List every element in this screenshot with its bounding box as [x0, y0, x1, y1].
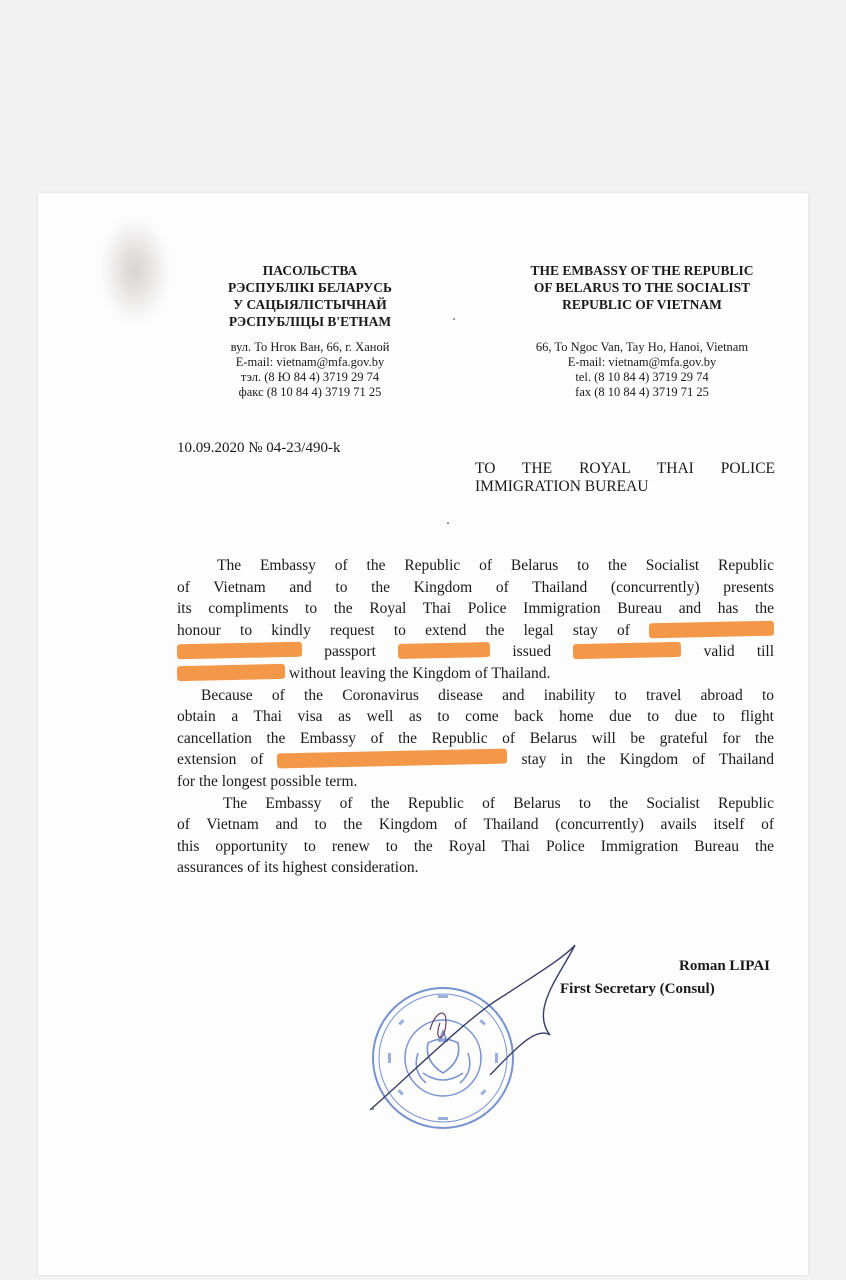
- header-by-line: ПАСОЛЬСТВА: [262, 263, 358, 278]
- redaction-mark: [573, 642, 681, 659]
- signature-block: [560, 955, 770, 1001]
- address-en-line: fax (8 10 84 4) 3719 71 25: [575, 385, 709, 399]
- address-by-line: E-mail: vietnam@mfa.gov.by: [235, 355, 385, 369]
- body-line: of Vietnam and to the Kingdom of Thailand (concurrently) presents: [177, 578, 774, 596]
- address-english: [497, 340, 787, 400]
- body-line: [177, 641, 774, 663]
- paragraph-closing: [177, 793, 774, 815]
- header-en-line: THE EMBASSY OF THE REPUBLIC: [530, 263, 754, 278]
- signature-scribble: [350, 935, 580, 1125]
- redaction-mark: [398, 642, 490, 659]
- body-line: this opportunity to renew to the Royal Thai Police Immigration Bureau the: [177, 837, 774, 855]
- body-line: [177, 663, 774, 685]
- address-en-line: 66, To Ngoc Van, Tay Ho, Hanoi, Vietnam: [535, 340, 749, 354]
- address-en-line: tel. (8 10 84 4) 3719 29 74: [575, 370, 709, 384]
- header-by-line: РЭСПУБЛІКІ БЕЛАРУСЬ: [228, 280, 392, 295]
- recipient-line: IMMIGRATION BUREAU: [475, 478, 649, 495]
- header-en-line: OF BELARUS TO THE SOCIALIST: [533, 280, 751, 295]
- redaction-mark: [177, 642, 302, 660]
- body-line: its compliments to the Royal Thai Police Immigration Bureau and has the: [177, 600, 774, 618]
- signatory-name: Roman LIPAI: [679, 958, 770, 974]
- body-text: valid till: [703, 643, 775, 661]
- paragraph-request: [177, 555, 774, 577]
- recipient-line: TO THE ROYAL THAI POLICE: [475, 460, 775, 477]
- body-line: cancellation the Embassy of the Republic of Belarus will be grateful for the: [177, 729, 774, 747]
- body-text: extension of: [177, 751, 264, 769]
- letter-body: [177, 555, 774, 879]
- scan-speck: [372, 1108, 374, 1110]
- body-text: honour to kindly request to extend the legal stay of: [177, 621, 630, 639]
- scan-speck: [447, 522, 449, 524]
- body-text: issued: [512, 643, 552, 661]
- paragraph-reason: [177, 685, 774, 707]
- reference-number: 10.09.2020 № 04-23/490-k: [177, 440, 341, 456]
- address-by-line: факс (8 10 84 4) 3719 71 25: [238, 385, 382, 399]
- body-line: Because of the Coronavirus disease and inability to travel abroad to: [201, 686, 774, 704]
- signatory-title: First Secretary (Consul): [560, 981, 715, 997]
- body-line: [177, 620, 774, 642]
- address-belarusian: [205, 340, 415, 400]
- redaction-mark: [277, 749, 507, 769]
- header-en-line: REPUBLIC OF VIETNAM: [562, 297, 722, 312]
- scan-smudge: [100, 215, 170, 325]
- body-line: of Vietnam and to the Kingdom of Thailand (concurrently) avails itself of: [177, 816, 774, 834]
- address-by-line: вул. То Нгок Ван, 66, г. Ханой: [230, 340, 390, 354]
- header-by-line: РЭСПУБЛІЦЫ В'ЕТНАМ: [228, 314, 392, 329]
- header-english: [497, 262, 787, 313]
- address-en-line: E-mail: vietnam@mfa.gov.by: [567, 355, 717, 369]
- body-text: without leaving the Kingdom of Thailand.: [288, 664, 551, 682]
- body-line: for the longest possible term.: [177, 772, 358, 790]
- body-line: assurances of its highest consideration.: [177, 859, 419, 877]
- recipient: [475, 460, 775, 496]
- body-text: stay in the Kingdom of Thailand: [521, 751, 775, 769]
- body-line: The Embassy of the Republic of Belarus to the Socialist Republic: [223, 794, 774, 812]
- body-line: [177, 749, 774, 771]
- scan-speck: [453, 318, 455, 320]
- redaction-mark: [649, 620, 774, 638]
- address-by-line: тэл. (8 Ю 84 4) 3719 29 74: [240, 370, 380, 384]
- body-line: The Embassy of the Republic of Belarus to the Socialist Republic: [217, 557, 774, 574]
- redaction-mark: [177, 664, 285, 681]
- header-by-line: У САЦЫЯЛІСТЫЧНАЙ: [233, 297, 387, 312]
- body-text: passport: [324, 643, 376, 661]
- body-line: obtain a Thai visa as well as to come back home due to due to flight: [177, 708, 774, 726]
- header-belarusian: [205, 262, 415, 330]
